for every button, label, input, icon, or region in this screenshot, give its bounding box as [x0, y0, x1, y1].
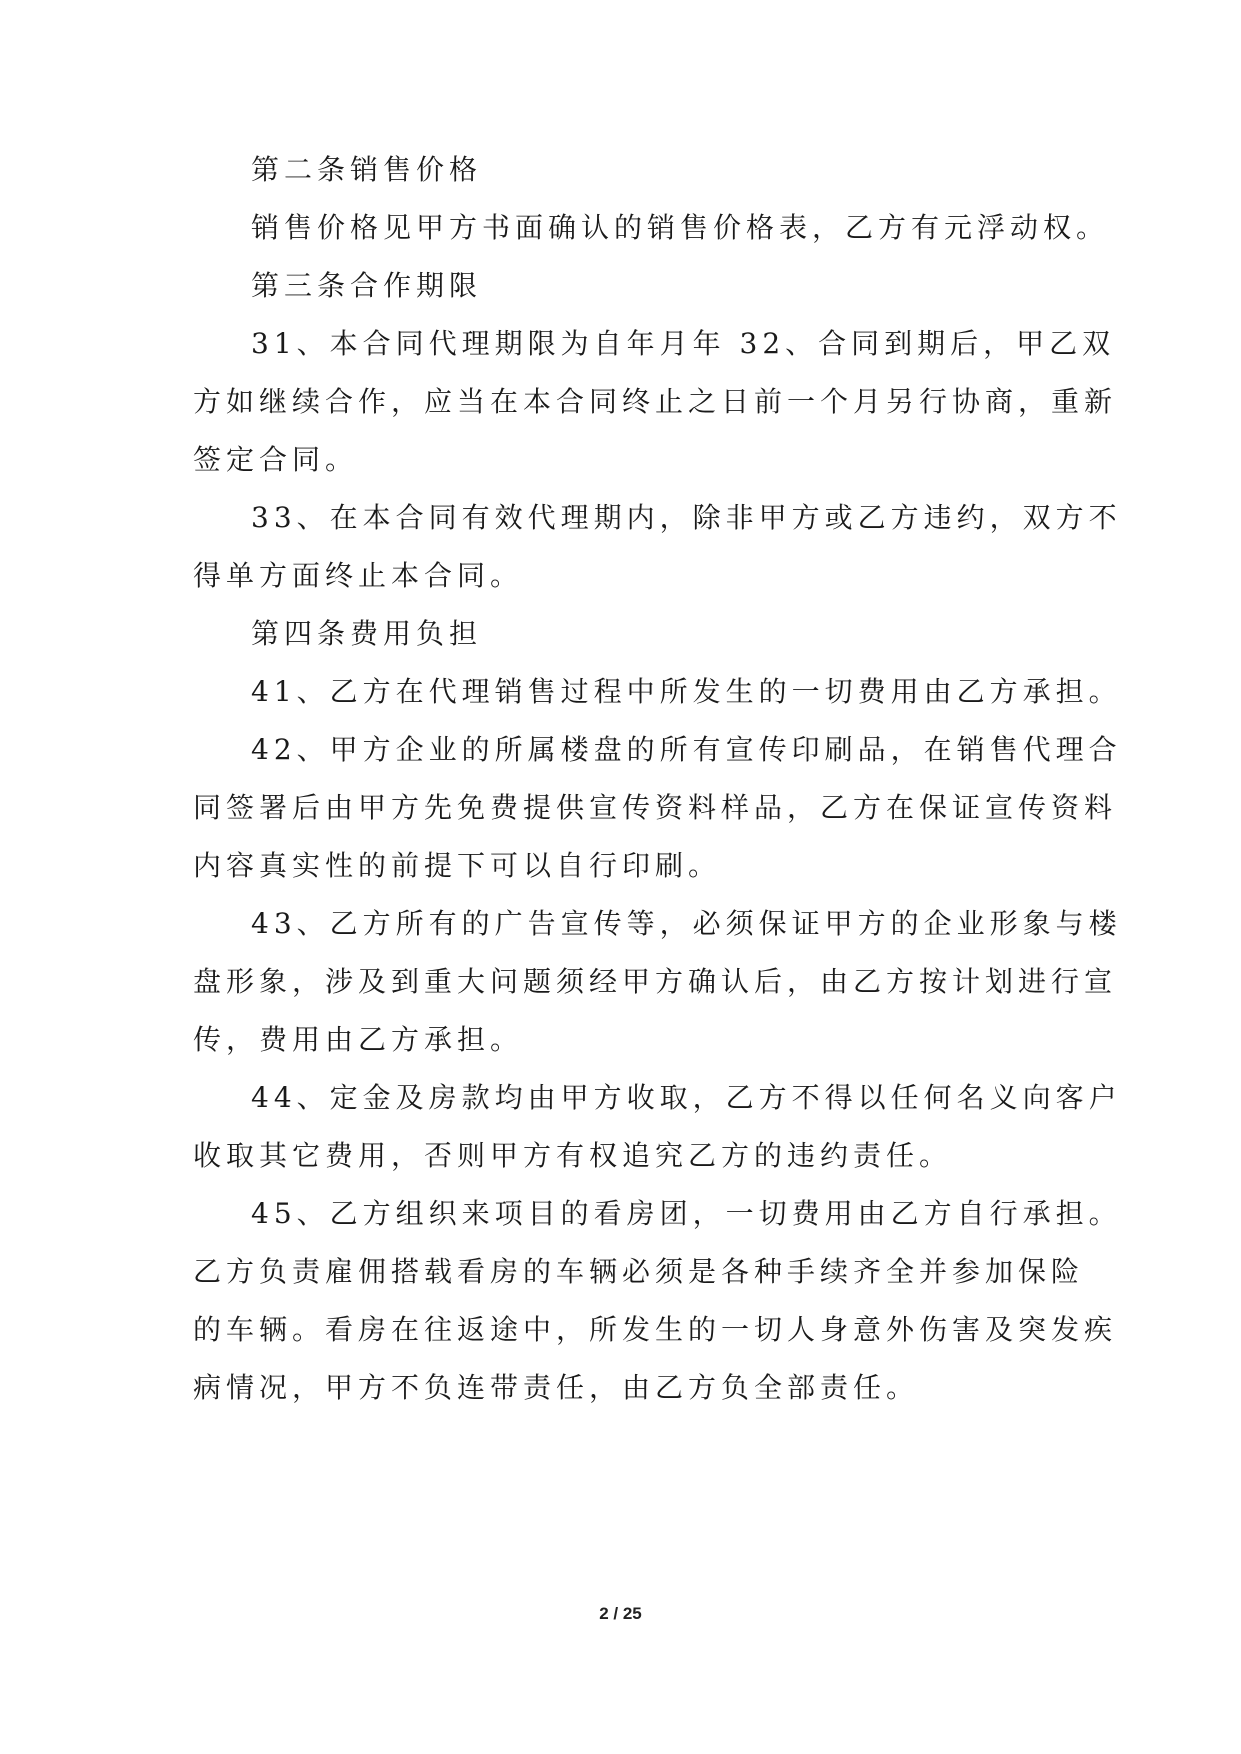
- paragraph-line: 签定合同。: [193, 443, 359, 476]
- paragraph-line: 内容真实性的前提下可以自行印刷。: [193, 849, 722, 882]
- paragraph-line: 31、本合同代理期限为自年月年 32、合同到期后，甲乙双: [251, 327, 1116, 360]
- paragraph-line: 收取其它费用，否则甲方有权追究乙方的违约责任。: [193, 1139, 953, 1172]
- section-heading-2: 第二条销售价格: [251, 153, 483, 186]
- section-heading-4: 第四条费用负担: [251, 617, 483, 650]
- paragraph-line: 同签署后由甲方先免费提供宣传资料样品，乙方在保证宣传资料: [193, 791, 1118, 824]
- section-heading-3: 第三条合作期限: [251, 269, 483, 302]
- paragraph-line: 盘形象，涉及到重大问题须经甲方确认后，由乙方按计划进行宣: [193, 965, 1118, 998]
- paragraph-line: 45、乙方组织来项目的看房团，一切费用由乙方自行承担。: [251, 1197, 1122, 1230]
- paragraph-line: 销售价格见甲方书面确认的销售价格表，乙方有元浮动权。: [251, 211, 1110, 244]
- page-number: 2 / 25: [599, 1604, 642, 1623]
- paragraph-line: 42、甲方企业的所属楼盘的所有宣传印刷品，在销售代理合: [251, 733, 1122, 766]
- paragraph-line: 乙方负责雇佣搭载看房的车辆必须是各种手续齐全并参加保险: [193, 1255, 1085, 1288]
- paragraph-line: 44、定金及房款均由甲方收取，乙方不得以任何名义向客户: [251, 1081, 1122, 1114]
- paragraph-line: 43、乙方所有的广告宣传等，必须保证甲方的企业形象与楼: [251, 907, 1122, 940]
- paragraph-line: 得单方面终止本合同。: [193, 559, 524, 592]
- paragraph-line: 33、在本合同有效代理期内，除非甲方或乙方违约，双方不: [251, 501, 1122, 534]
- paragraph-line: 传，费用由乙方承担。: [193, 1023, 524, 1056]
- paragraph-line: 41、乙方在代理销售过程中所发生的一切费用由乙方承担。: [251, 675, 1122, 708]
- paragraph-line: 方如继续合作，应当在本合同终止之日前一个月另行协商，重新: [193, 385, 1118, 418]
- paragraph-line: 病情况，甲方不负连带责任，由乙方负全部责任。: [193, 1371, 920, 1404]
- paragraph-line: 的车辆。看房在往返途中，所发生的一切人身意外伤害及突发疾: [193, 1313, 1118, 1346]
